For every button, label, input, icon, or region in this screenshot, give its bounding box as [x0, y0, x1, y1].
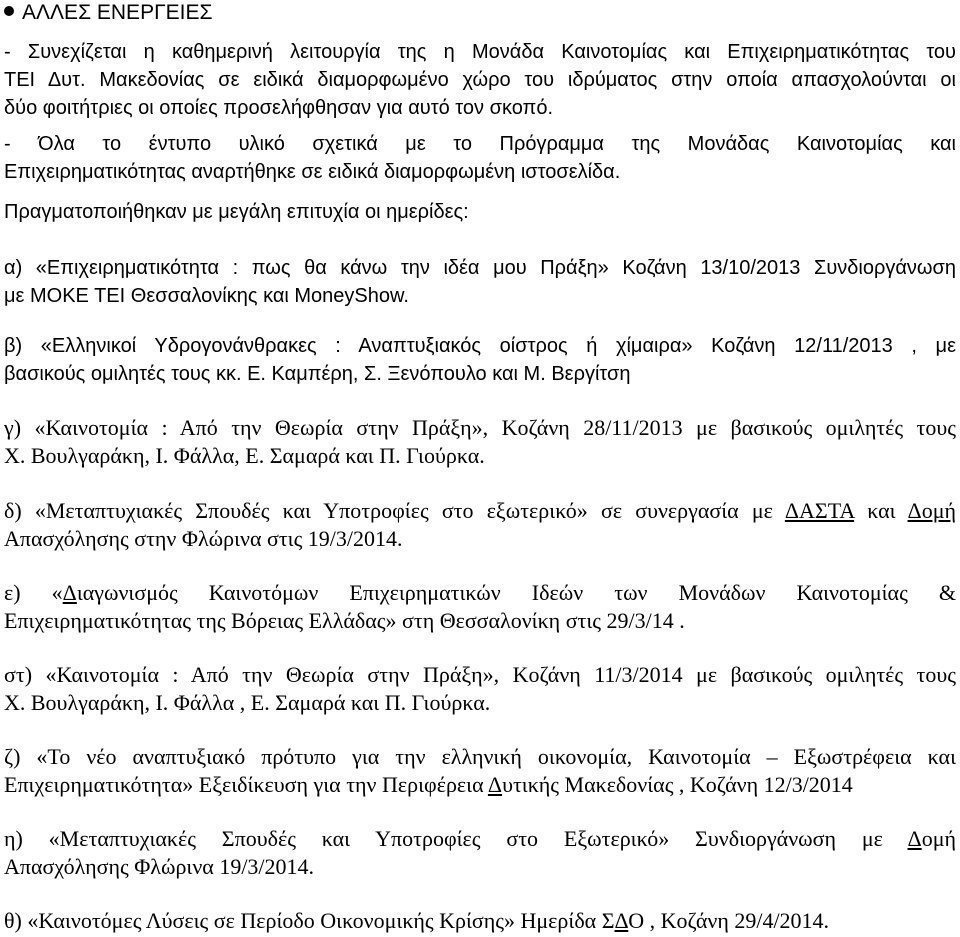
- paragraph-line: ε) «Διαγωνισμός Καινοτόμων Επιχειρηματικών Ιδεών των Μονάδων Καινοτομίας &: [4, 580, 956, 605]
- paragraph-line: Χ. Βουλγαράκη, Ι. Φάλλα, Ε. Σαμαρά και Π. Γιούρκα.: [4, 443, 485, 468]
- event-item-stigma: [4, 661, 956, 717]
- paragraph-line: Επιχειρηματικότητα» Εξειδίκευση για την Περιφέρεια Δυτικής Μακεδονίας , Κοζάνη 12/3/2014: [4, 772, 853, 797]
- event-item-delta: [4, 497, 956, 553]
- paragraph-line: ΤΕΙ Δυτ. Μακεδονίας σε ειδικά διαμορφωμένο χώρο του ιδρύματος στην οποία απασχολούνται οι: [4, 69, 956, 91]
- paragraph-line: βασικούς ομιλητές τους κκ. Ε. Καμπέρη, Σ. Ξενόπουλο και Μ. Βεργίτση: [4, 363, 631, 385]
- paragraph-unit-operation: [4, 38, 956, 122]
- paragraph-events-intro: [4, 198, 956, 226]
- event-item-eta: [4, 825, 956, 881]
- paragraph-line: β) «Ελληνικοί Υδρογονάνθρακες : Αναπτυξιακός οίστρος ή χίμαιρα» Κοζάνη 12/11/2013 , με: [4, 335, 956, 357]
- paragraph-printed-material: [4, 130, 956, 186]
- event-item-gamma: [4, 414, 956, 470]
- paragraph-line: η) «Μεταπτυχιακές Σπουδές και Υποτροφίες στο Εξωτερικό» Συνδιοργάνωση με Δομή: [4, 826, 956, 851]
- paragraph-line: Πραγματοποιήθηκαν με μεγάλη επιτυχία οι ημερίδες:: [4, 201, 469, 223]
- section-heading-text: ΑΛΛΕΣ ΕΝΕΡΓΕΙΕΣ: [22, 1, 213, 24]
- paragraph-line: θ) «Καινοτόμες Λύσεις σε Περίοδο Οικονομικής Κρίσης» Ημερίδα ΣΔΟ , Κοζάνη 29/4/2014.: [4, 908, 830, 933]
- event-item-zeta: [4, 743, 956, 799]
- paragraph-line: με ΜΟΚΕ ΤΕΙ Θεσσαλονίκης και MoneyShow.: [4, 285, 409, 307]
- paragraph-line: γ) «Καινοτομία : Από την Θεωρία στην Πράξη», Κοζάνη 28/11/2013 με βασικούς ομιλητές τους: [4, 415, 956, 440]
- event-item-beta: [4, 332, 956, 388]
- bullet-icon: [4, 6, 14, 16]
- section-heading: [4, 1, 212, 25]
- paragraph-line: - Συνεχίζεται η καθημερινή λειτουργία της η Μονάδα Καινοτομίας και Επιχειρηματικότητας του: [4, 41, 956, 63]
- paragraph-line: Επιχειρηματικότητας αναρτήθηκε σε ειδικά διαμορφωμένη ιστοσελίδα.: [4, 161, 621, 183]
- event-item-alpha: [4, 254, 956, 310]
- event-item-epsilon: [4, 579, 956, 635]
- event-item-theta: [4, 907, 956, 935]
- paragraph-line: Χ. Βουλγαράκη, Ι. Φάλλα , Ε. Σαμαρά και Π. Γιούρκα.: [4, 690, 491, 715]
- paragraph-line: Επιχειρηματικότητας της Βόρειας Ελλάδας» στη Θεσσαλονίκη στις 29/3/14 .: [4, 608, 685, 633]
- paragraph-line: α) «Επιχειρηματικότητα : πως θα κάνω την ιδέα μου Πράξη» Κοζάνη 13/10/2013 Συνδιοργάνωση: [4, 257, 956, 279]
- paragraph-line: δ) «Μεταπτυχιακές Σπουδές και Υποτροφίες στο εξωτερικό» σε συνεργασία με ΔΑΣΤΑ και Δομή: [4, 498, 956, 523]
- paragraph-line: Απασχόλησης Φλώρινα 19/3/2014.: [4, 854, 315, 879]
- paragraph-line: ζ) «Το νέο αναπτυξιακό πρότυπο για την ελληνική οικονομία, Καινοτομία – Εξωστρέφεια και: [4, 744, 956, 769]
- paragraph-line: - Όλα το έντυπο υλικό σχετικά με το Πρόγραμμα της Μονάδας Καινοτομίας και: [4, 133, 956, 155]
- paragraph-line: δύο φοιτήτριες οι οποίες προσελήφθησαν για αυτό τον σκοπό.: [4, 97, 554, 119]
- paragraph-line: στ) «Καινοτομία : Από την Θεωρία στην Πράξη», Κοζάνη 11/3/2014 με βασικούς ομιλητές τους: [4, 662, 956, 687]
- paragraph-line: Απασχόλησης στην Φλώρινα στις 19/3/2014.: [4, 526, 403, 551]
